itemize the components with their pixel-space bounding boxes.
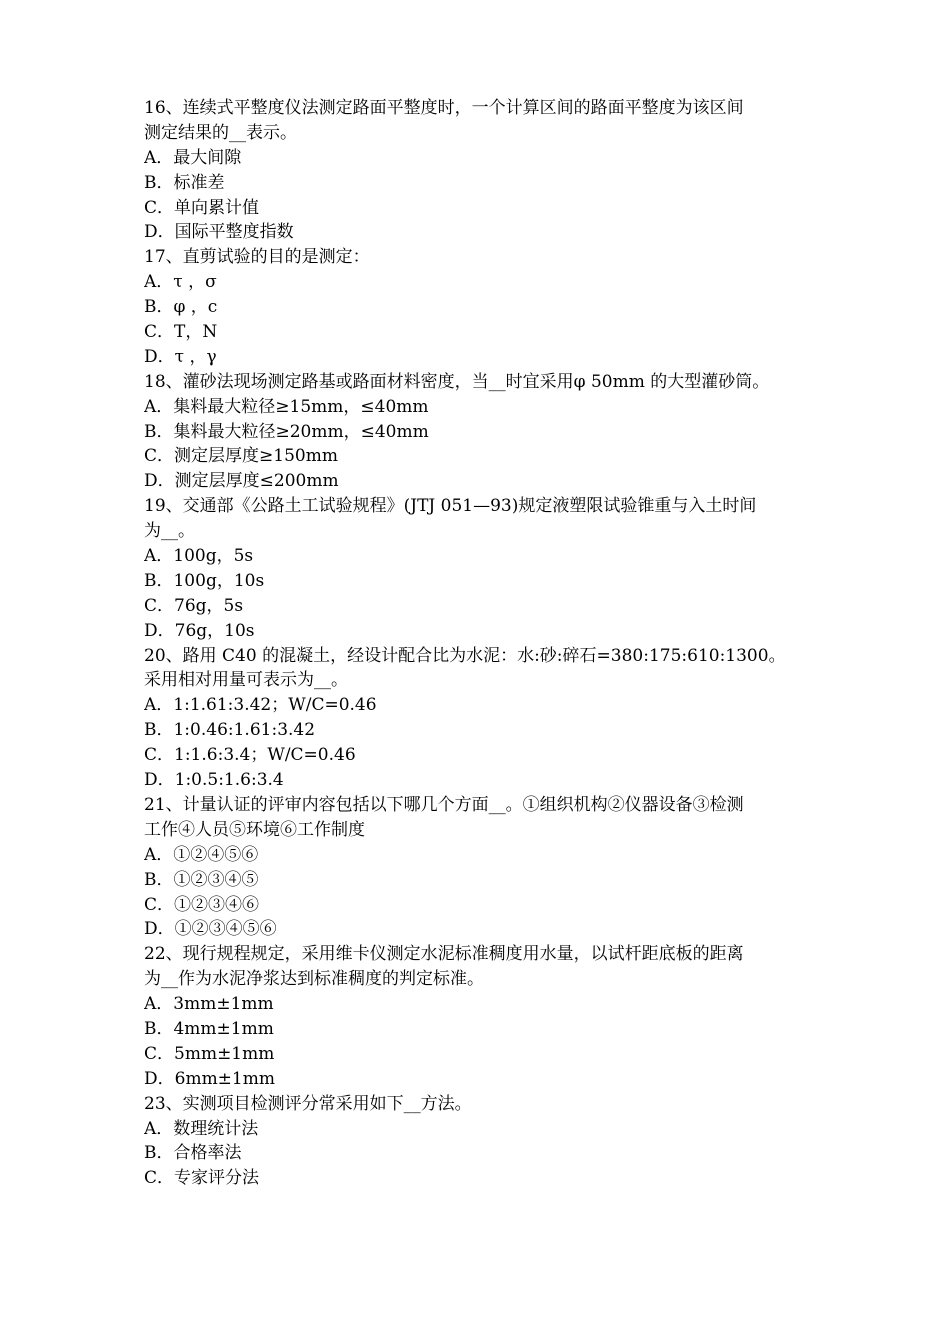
- question-22-option-a: A．3mm±1mm: [144, 994, 274, 1015]
- document-body: [144, 96, 812, 1191]
- question-20-option-c: C．1:1.6:3.4；W/C=0.46: [144, 745, 356, 766]
- question-22-text: 22、现行规程规定，采用维卡仪测定水泥标准稠度用水量，以试杆距底板的距离: [144, 944, 744, 965]
- question-22-text-cont: 为__作为水泥净浆达到标准稠度的判定标准。: [144, 969, 484, 990]
- question-21-text-cont: 工作④人员⑤环境⑥工作制度: [144, 819, 365, 840]
- question-22-option-b: B．4mm±1mm: [144, 1018, 274, 1039]
- question-23-option-a: A．数理统计法: [144, 1118, 259, 1139]
- question-18-option-c: C．测定层厚度≥150mm: [144, 446, 338, 467]
- question-23-option-c: C．专家评分法: [144, 1168, 260, 1189]
- question-20-option-b: B．1:0.46:1.61:3.42: [144, 720, 316, 741]
- question-17-option-a: A．τ ，σ: [144, 272, 217, 293]
- question-22-option-d: D．6mm±1mm: [144, 1068, 275, 1089]
- question-21-text: 21、计量认证的评审内容包括以下哪几个方面__。①组织机构②仪器设备③检测: [144, 794, 744, 815]
- question-23-option-b: B．合格率法: [144, 1143, 242, 1164]
- question-21-option-a: A．①②④⑤⑥: [144, 844, 259, 865]
- question-19-option-a: A．100g，5s: [144, 546, 254, 567]
- question-19-option-c: C．76g，5s: [144, 595, 244, 616]
- question-17-text: 17、直剪试验的目的是测定：: [144, 247, 370, 268]
- question-16-option-d: D．国际平整度指数: [144, 222, 294, 243]
- question-16-option-c: C．单向累计值: [144, 197, 260, 218]
- question-17-option-b: B．φ ，c: [144, 297, 218, 318]
- question-16-option-b: B．标准差: [144, 172, 225, 193]
- question-21-option-c: C．①②③④⑥: [144, 894, 260, 915]
- question-18-text: 18、灌砂法现场测定路基或路面材料密度，当__时宜采用φ 50mm 的大型灌砂筒。: [144, 371, 770, 392]
- question-23-text: 23、实测项目检测评分常采用如下__方法。: [144, 1093, 472, 1114]
- question-16-text: 16、连续式平整度仪法测定路面平整度时，一个计算区间的路面平整度为该区间: [144, 98, 744, 118]
- question-18-option-b: B．集料最大粒径≥20mm，≤40mm: [144, 421, 429, 442]
- question-16-option-a: A．最大间隙: [144, 147, 242, 168]
- question-18-option-a: A．集料最大粒径≥15mm，≤40mm: [144, 396, 429, 417]
- question-18-option-d: D．测定层厚度≤200mm: [144, 471, 339, 492]
- question-21-option-d: D．①②③④⑤⑥: [144, 919, 277, 940]
- question-16-text-cont: 测定结果的__表示。: [144, 122, 297, 143]
- question-19-text-cont: 为__。: [144, 521, 195, 542]
- question-21-option-b: B．①②③④⑤: [144, 869, 259, 890]
- question-19-option-d: D．76g，10s: [144, 620, 255, 641]
- question-20-option-a: A．1:1.61:3.42；W/C=0.46: [144, 695, 377, 716]
- question-20-text: 20、路用 C40 的混凝土，经设计配合比为水泥：水:砂:碎石=380:175:610:1300。: [144, 645, 786, 666]
- question-22-option-c: C．5mm±1mm: [144, 1043, 275, 1064]
- question-20-option-d: D．1:0.5:1.6:3.4: [144, 770, 284, 791]
- question-17-option-c: C．T，N: [144, 322, 218, 343]
- question-20-text-cont: 采用相对用量可表示为__。: [144, 670, 348, 691]
- question-17-option-d: D．τ ，γ: [144, 346, 217, 367]
- question-19-text: 19、交通部《公路土工试验规程》(JTJ 051—93)规定液塑限试验锥重与入土时间: [144, 496, 757, 517]
- question-19-option-b: B．100g，10s: [144, 570, 265, 591]
